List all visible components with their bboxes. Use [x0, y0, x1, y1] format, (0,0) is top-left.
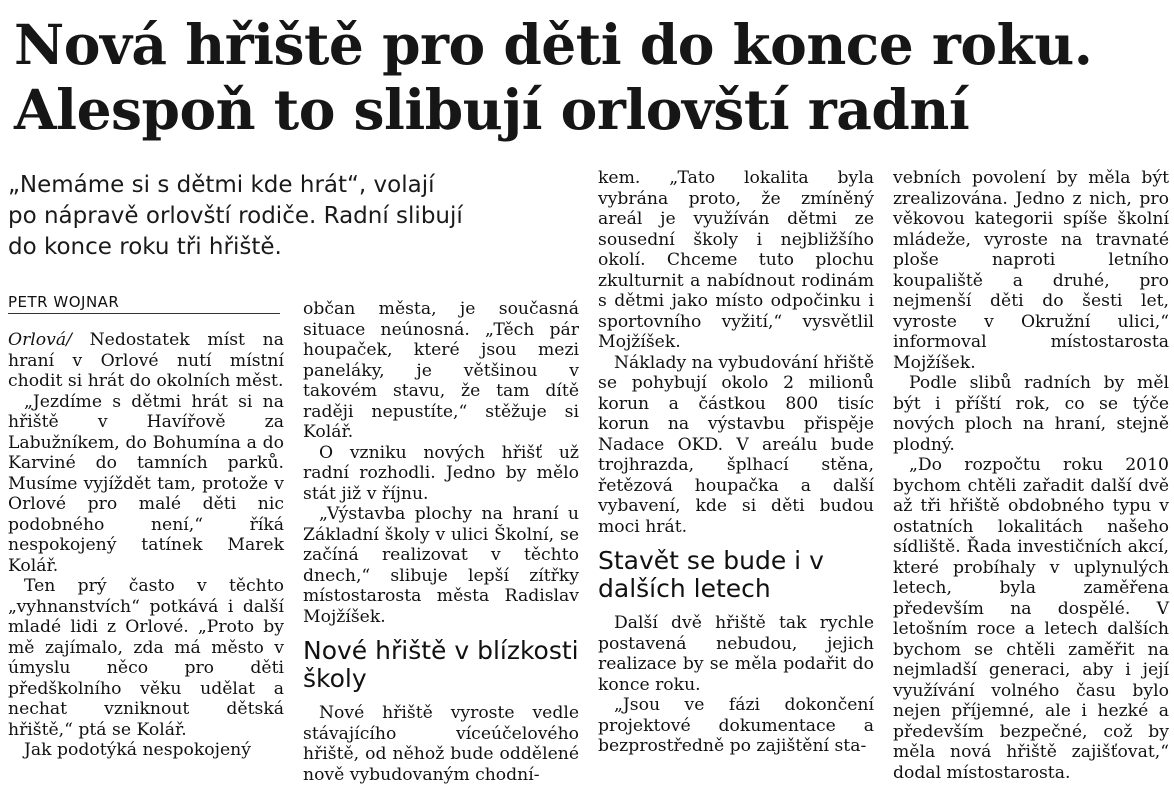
paragraph: občan města, je současná situace neúnosná. „Těch pár houpaček, které jsou mezi paneláky, je většinou v takovém stavu, že tam dítě raději nepustíte,“ stěžuje si Kolář.: [303, 299, 579, 442]
paragraph: [8, 330, 284, 392]
paragraph: Podle slibů radních by měl být i příští rok, co se týče nových ploch na hraní, stejně plodný.: [893, 373, 1169, 455]
paragraph: vebních povolení by měla být zrealizována. Jedno z nich, pro věkovou kategorii spíše školní mládeže, vyroste na travnaté ploše naproti letního koupaliště a druhé, pro nejmenší děti do šesti let, vyroste v Okružní ulici,“ informoval místostarosta Mojžíšek.: [893, 168, 1169, 373]
lead-line-3: do konce roku tři hřiště.: [8, 234, 282, 260]
paragraph: „Výstavba plochy na hraní u Základní školy v ulici Školní, se začíná realizovat v těchto dnech,“ slibuje lepší zítřky místostarosta města Radislav Mojžíšek.: [303, 504, 579, 627]
paragraph: „Jezdíme s dětmi hrát si na hřiště v Havířově za Labužníkem, do Bohumína a do Karviné do tamních parků. Musíme vyjíždět tam, protože v Orlové pro malé děti nic podobného není,“ říká nespokojený tatínek Marek Kolář.: [8, 391, 284, 576]
article-column-4: [893, 168, 1169, 783]
author-byline: PETR WOJNAR: [8, 293, 280, 314]
paragraph: O vzniku nových hřišť už radní rozhodli. Jedno by mělo stát již v říjnu.: [303, 442, 579, 504]
article-lead: [8, 170, 588, 263]
headline-line-2: Alespoň to slibují orlovští radní: [14, 77, 970, 142]
article-column-2: [303, 299, 579, 785]
paragraph: Náklady na vybudování hřiště se pohybují okolo 2 milionů korun a částkou 800 tisíc korun na výstavbu přispěje Nadace OKD. V areálu bude trojhrazda, šplhací stěna, řetězová houpačka a další vybavení, kde si děti budou moci hrát.: [598, 352, 874, 537]
paragraph: Jak podotýká nespokojený: [24, 740, 251, 760]
paragraph: „Do rozpočtu roku 2010 bychom chtěli zařadit další dvě až tři hřiště obdobného typu v ostatních lokalitách našeho sídliště. Řada investičních akcí, které probíhaly v uplynulých letech, byla zaměřena především na dospělé. V letošním roce a letech dalších bychom se chtěli zaměřit na nejmladší generaci, aby i její využívání volného času bylo nejen příjemné, ale i hezké a především bezpečné, což by měla nová hřiště zajišťovat,“ dodal místostarosta.: [893, 455, 1169, 783]
headline-line-1: Nová hřiště pro děti do konce roku.: [14, 12, 1093, 77]
paragraph: Nové hřiště vyroste vedle stávajícího víceúčelového hřiště, od něhož bude oddělené nově vybudovaným chodní-: [303, 703, 579, 785]
paragraph-text: Nedostatek míst na hraní v Orlové nutí místní chodit si hrát do okolních měst.: [8, 330, 284, 391]
subheading: Nové hřiště v blízkosti školy: [303, 636, 579, 693]
paragraph: Ten prý často v těchto „vyhnanstvích“ potkává i další mladé lidi z Orlové. „Proto by mě zajímalo, zda má město v úmyslu něco pro děti předškolního věku udělat a nechat vzniknout dětská hřiště,“ ptá se Kolář.: [8, 576, 284, 740]
paragraph: „Jsou ve fázi dokončení projektové dokumentace a bezprostředně po zajištění sta-: [598, 695, 874, 756]
paragraph: Další dvě hřiště tak rychle postavená nebudou, jejich realizace by se měla podařit do konce roku.: [598, 613, 874, 695]
subheading: Stavět se bude i v dalších letech: [598, 546, 824, 603]
dateline-place: Orlová/: [8, 330, 72, 350]
article-column-1: [8, 330, 284, 761]
paragraph: kem. „Tato lokalita byla vybrána proto, že zmíněný areál je využíván dětmi ze sousední školy i nejbližšího okolí. Chceme tuto plochu zkulturnit a nabídnout rodinám s dětmi jako místo odpočinku i sportovního vyžití,“ vysvětlil Mojžíšek.: [598, 168, 874, 352]
article-column-3: [598, 168, 874, 757]
lead-line-2: po nápravě orlovští rodiče. Radní slibují: [8, 203, 463, 229]
lead-line-1: „Nemáme si s dětmi kde hrát“, volají: [8, 172, 435, 198]
article-headline: [14, 12, 1164, 142]
